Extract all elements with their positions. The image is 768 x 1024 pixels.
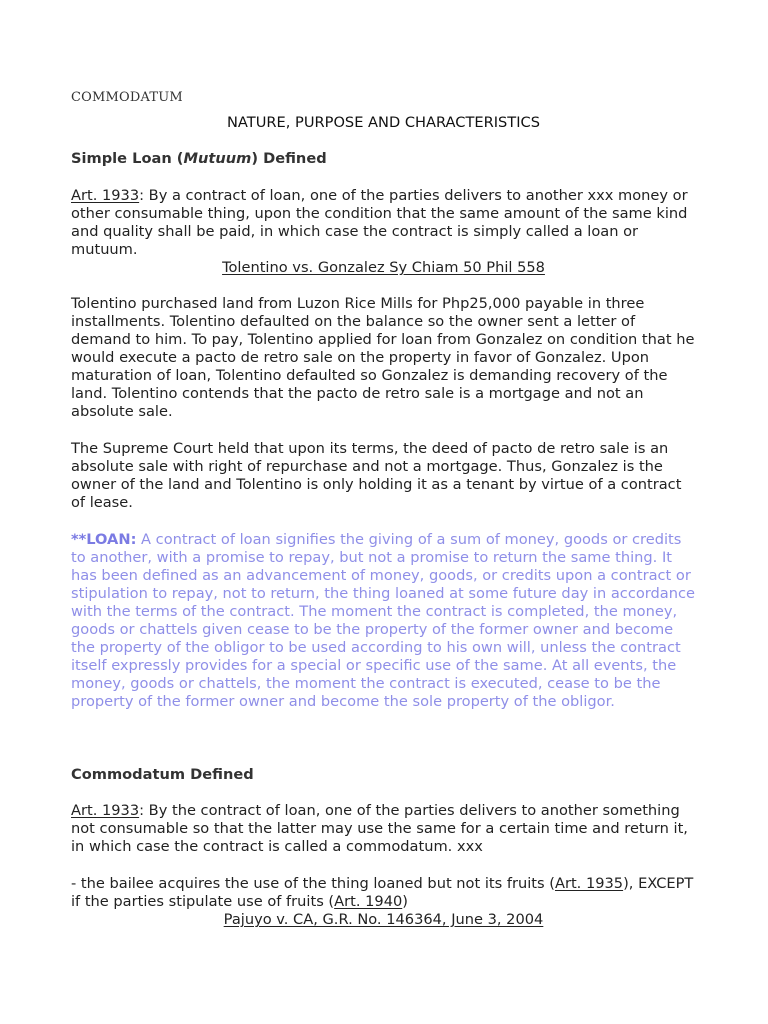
loan-note-label: **LOAN: xyxy=(71,531,137,548)
heading-prefix: Simple Loan ( xyxy=(71,150,184,167)
case-title-text: Pajuyo v. CA, G.R. No. 146364, June 3, 2004 xyxy=(223,911,544,928)
case-title-pajuyo xyxy=(71,911,696,929)
heading-italic-term: Mutuum xyxy=(183,150,252,167)
article-text: : By the contract of loan, one of the parties delivers to another something not consumable so that the latter may use the same for a certain time and return it, in which case the contract is called a commodatum. xxx xyxy=(71,802,688,855)
section-heading-commodatum: Commodatum Defined xyxy=(71,766,254,783)
article-reference-1935: Art. 1935 xyxy=(554,875,624,892)
loan-note-paragraph xyxy=(71,531,696,711)
case-title-text: Tolentino vs. Gonzalez Sy Chiam 50 Phil 558 xyxy=(222,259,545,276)
section-heading-simple-loan xyxy=(71,150,696,168)
case-ruling-paragraph: The Supreme Court held that upon its terms, the deed of pacto de retro sale is an absolute sale with right of repurchase and not a mortgage. Thus, Gonzalez is the owner of the land and Tolentino is only holding it as a tenant by virtue of a contract of lease. xyxy=(71,440,682,511)
case-facts-paragraph: Tolentino purchased land from Luzon Rice Mills for Php25,000 payable in three installments. Tolentino defaulted on the balance so the owner sent a letter of demand to him. To pay, Tolentino applied for loan from Gonzalez on condition that he would execute a pacto de retro sale on the property in favor of Gonzalez. Upon maturation of loan, Tolentino defaulted so Gonzalez is demanding recovery of the land. Tolentino contends that the pacto de retro sale is a mortgage and not an absolute sale. xyxy=(71,295,695,420)
heading-suffix: ) Defined xyxy=(251,150,327,167)
article-reference-1940: Art. 1940 xyxy=(334,893,403,910)
bullet-text-end: ) xyxy=(402,893,408,910)
article-reference: Art. 1933 xyxy=(71,802,140,819)
bullet-paragraph-fruits xyxy=(71,875,696,911)
article-text: : By a contract of loan, one of the parties delivers to another xxx money or other consumable thing, upon the condition that the same amount of the same kind and quality shall be paid, in which case the contract is simply called a loan or mutuum. xyxy=(71,187,688,258)
document-title: NATURE, PURPOSE AND CHARACTERISTICS xyxy=(227,114,540,131)
article-paragraph-simple-loan xyxy=(71,187,696,259)
case-title-tolentino xyxy=(71,259,696,277)
bullet-text-middle: ), EXCEPT if the parties stipulate use of fruits ( xyxy=(71,875,694,910)
loan-note-text: A contract of loan signifies the giving of a sum of money, goods or credits to another, with a promise to repay, but not a promise to return the same thing. It has been defined as an advancement of money, goods, or credits upon a contract or stipulation to repay, not to return, the thing loaned at some future day in accordance with the terms of the contract. The moment the contract is completed, the money, goods or chattels given cease to be the property of the former owner and become the property of the obligor to be used according to his own will, unless the contract itself expressly provides for a special or specific use of the same. At all events, the money, goods or chattels, the moment the contract is executed, cease to be the property of the former owner and become the sole property of the obligor. xyxy=(71,531,695,710)
article-paragraph-commodatum xyxy=(71,802,696,856)
article-reference: Art. 1933 xyxy=(71,187,140,204)
document-label: COMMODATUM xyxy=(71,90,183,105)
bullet-text-start: - the bailee acquires the use of the thing loaned but not its fruits ( xyxy=(71,875,555,892)
